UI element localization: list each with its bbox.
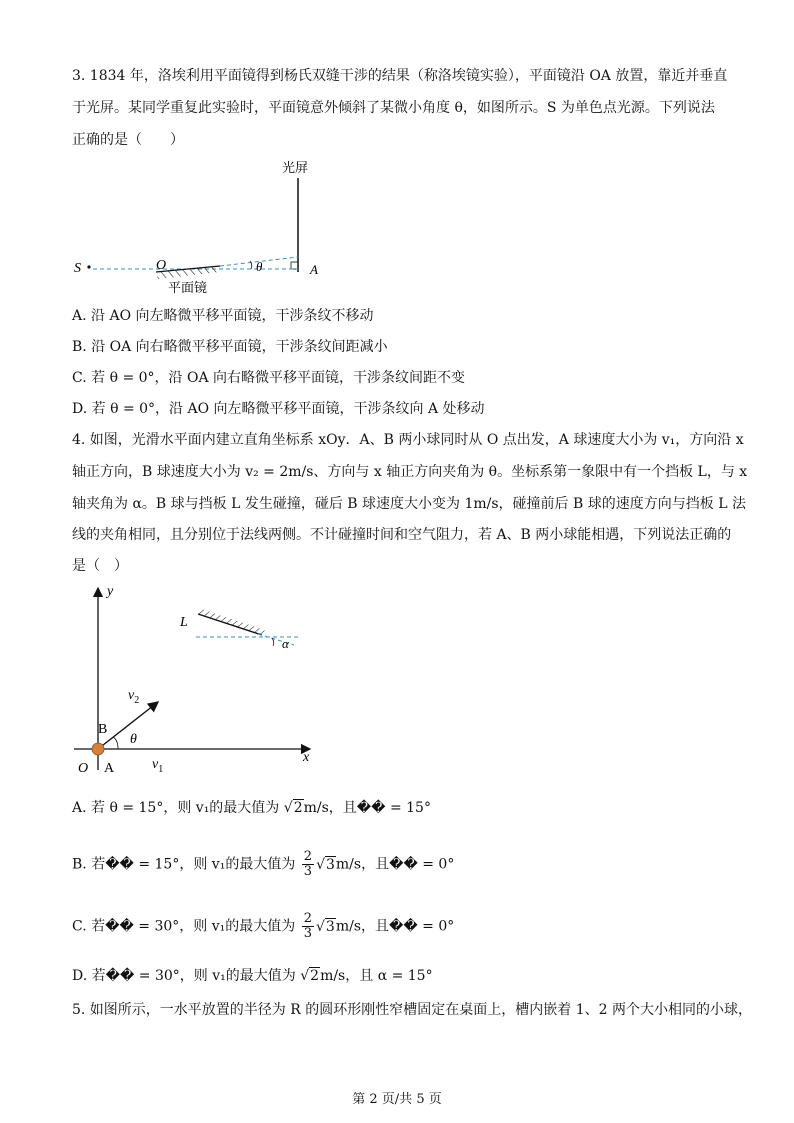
q4-text-line2: 轴正方向，B 球速度大小为 v₂ = 2m/s、方向与 x 轴正方向夹角为 θ。坐标系第一象限中有一个挡板 L，与 x [72, 464, 748, 480]
a-label: A [310, 262, 318, 277]
mirror-label: 平面镜 [168, 280, 208, 295]
q3-option-b[interactable]: B. 沿 OA 向右略微平移平面镜，干涉条纹间距减小 [72, 339, 388, 355]
option-b-pre: B. 若�� = 15°，则 v₁的最大值为 [72, 856, 300, 873]
sqrt: √2 [283, 800, 303, 816]
q4-text-line5: 是（ ） [72, 558, 128, 574]
q3-text-line1: 3. 1834 年，洛埃利用平面镜得到杨氏双缝干涉的结果（称洛埃镜实验），平面镜沿 OA 放置，靠近并垂直 [72, 68, 728, 84]
q3-option-c[interactable]: C. 若 θ = 0°，沿 OA 向右略微平移平面镜，干涉条纹间距不变 [72, 370, 466, 386]
q4-option-b[interactable] [72, 850, 454, 879]
o-label: O [78, 761, 89, 776]
q4-option-a[interactable] [72, 798, 431, 818]
q3-figure [60, 152, 350, 300]
theta-arc [113, 737, 118, 749]
q4-figure [60, 580, 330, 780]
o-label: O [156, 258, 167, 273]
q4-text-line4: 线的夹角相同，且分别位于法线两侧。不计碰撞时间和空气阻力，若 A、B 两小球能相遇，下列说法正确的 [72, 527, 732, 543]
right-angle-mark [291, 262, 298, 269]
q4-text-line3: 轴夹角为 α。B 球与挡板 L 发生碰撞，碰后 B 球速度大小变为 1m/s，碰撞前后 B 球的速度方向与挡板 L 法 [72, 496, 746, 512]
option-a-post: m/s，且�� = 15° [303, 800, 431, 816]
baffle-l [198, 614, 262, 635]
page-footer: 第 2 页/共 5 页 [352, 1092, 442, 1107]
ball-origin [92, 743, 104, 755]
q3-option-d[interactable]: D. 若 θ = 0°，沿 AO 向左略微平移平面镜，干涉条纹向 A 处移动 [72, 401, 485, 417]
v2-label: $v_2$ [128, 688, 140, 706]
sqrt: √2 [300, 968, 320, 984]
option-c-pre: C. 若�� = 30°，则 v₁的最大值为 [72, 918, 300, 935]
q3-text-line3: 正确的是（ ） [72, 132, 184, 148]
screen-label: 光屏 [282, 160, 309, 175]
q4-text-line1: 4. 如图，光滑水平面内建立直角坐标系 xOy．A、B 两小球同时从 O 点出发，A 球速度大小为 v₁，方向沿 x [72, 432, 744, 448]
alpha-label: α [282, 636, 289, 651]
q4-option-c[interactable] [72, 912, 454, 941]
q4-option-d[interactable] [72, 966, 433, 986]
sqrt: √3 [315, 918, 335, 935]
x-axis-label: x [303, 750, 310, 765]
fraction: $\frac{2}{3}$ [303, 911, 312, 941]
v1-label: $v_1$ [152, 757, 164, 775]
option-c-post: m/s，且�� = 0° [335, 918, 455, 935]
q5-text-line1: 5. 如图所示，一水平放置的半径为 R 的圆环形刚性窄槽固定在桌面上，槽内嵌着 1、2 两个大小相同的小球， [72, 1002, 752, 1018]
theta-label: θ [130, 732, 137, 747]
theta-label: θ [256, 259, 263, 274]
baffle-hatch [198, 609, 265, 635]
point-source [87, 265, 90, 268]
option-d-post: m/s，且 α = 15° [320, 968, 433, 984]
a-label: A [104, 761, 115, 776]
q3-option-a[interactable]: A. 沿 AO 向左略微平移平面镜，干涉条纹不移动 [72, 308, 374, 324]
y-axis-label: y [107, 584, 114, 599]
option-d-pre: D. 若�� = 30°，则 v₁的最大值为 [72, 968, 301, 984]
l-label: L [180, 615, 188, 630]
s-label: S [74, 261, 81, 276]
sqrt: √3 [316, 856, 335, 873]
fraction: $\frac{2}{3}$ [303, 849, 313, 879]
b-label: B [98, 722, 108, 737]
option-b-post: m/s，且�� = 0° [335, 856, 455, 873]
q3-text-line2: 于光屏。某同学重复此实验时，平面镜意外倾斜了某微小角度 θ，如图所示。S 为单色点光源。下列说法 [72, 100, 715, 116]
option-a-pre: A. 若 θ = 15°，则 v₁的最大值为 [72, 800, 284, 816]
